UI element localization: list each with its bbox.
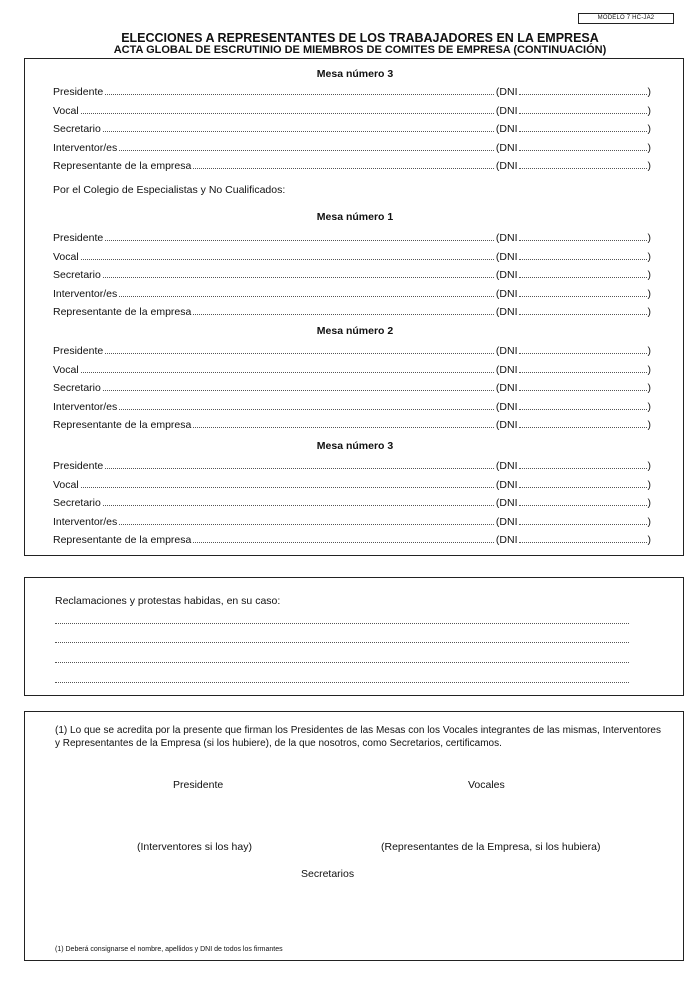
role-label: Vocal [53, 478, 79, 491]
secretarios-signature-label: Secretarios [301, 868, 355, 880]
dni-field[interactable] [519, 141, 647, 151]
dni-field[interactable] [519, 344, 647, 354]
dni-field[interactable] [519, 287, 647, 297]
name-field[interactable] [193, 305, 494, 315]
role-label: Presidente [53, 86, 104, 98]
name-field[interactable] [193, 418, 494, 428]
dni-label: (DNI [495, 160, 518, 172]
dni-field[interactable] [519, 159, 647, 169]
role-label: Interventor/es [53, 515, 118, 528]
dni-label: (DNI [495, 460, 518, 472]
close-paren: ) [647, 345, 651, 357]
mesa-1-title: Mesa número 1 [316, 211, 394, 223]
dni-label: (DNI [495, 86, 518, 98]
close-paren: ) [647, 287, 651, 300]
mesa-2-row [53, 400, 651, 414]
close-paren: ) [647, 515, 651, 528]
close-paren: ) [647, 400, 651, 413]
mesa-a-row [53, 159, 651, 173]
dni-label: (DNI [495, 400, 518, 413]
close-paren: ) [647, 382, 651, 394]
close-paren: ) [647, 86, 651, 98]
dni-field[interactable] [519, 400, 647, 410]
dni-label: (DNI [495, 382, 518, 394]
dni-label: (DNI [495, 345, 518, 357]
dni-field[interactable] [519, 85, 647, 95]
close-paren: ) [647, 306, 651, 318]
name-field[interactable] [119, 400, 494, 410]
dni-label: (DNI [495, 534, 518, 546]
dni-field[interactable] [519, 122, 647, 132]
dni-label: (DNI [495, 515, 518, 528]
dni-field[interactable] [519, 478, 647, 488]
dni-field[interactable] [519, 363, 647, 373]
form-subtitle: ACTA GLOBAL DE ESCRUTINIO DE MIEMBROS DE COMITES DE EMPRESA (CONTINUACIÓN) [113, 44, 607, 56]
dni-label: (DNI [495, 306, 518, 318]
dni-field[interactable] [519, 459, 647, 469]
mesa-1-row [53, 305, 651, 319]
name-field[interactable] [103, 268, 494, 278]
close-paren: ) [647, 269, 651, 281]
dni-field[interactable] [519, 533, 647, 543]
role-label: Representante de la empresa [53, 306, 192, 318]
dni-field[interactable] [519, 231, 647, 241]
dni-label: (DNI [495, 497, 518, 509]
mesa-a-row [53, 85, 651, 99]
mesa-1-row [53, 231, 651, 245]
reclamaciones-section [24, 577, 684, 696]
close-paren: ) [647, 104, 651, 117]
mesa-1-row [53, 268, 651, 282]
reclamaciones-line[interactable] [55, 641, 629, 643]
name-field[interactable] [105, 344, 494, 354]
close-paren: ) [647, 123, 651, 135]
close-paren: ) [647, 534, 651, 546]
dni-label: (DNI [495, 250, 518, 263]
reclamaciones-line[interactable] [55, 681, 629, 683]
dni-field[interactable] [519, 515, 647, 525]
interventores-signature-label: (Interventores si los hay) [137, 841, 252, 853]
role-label: Secretario [53, 269, 101, 281]
role-label: Interventor/es [53, 287, 118, 300]
role-label: Interventor/es [53, 141, 118, 154]
close-paren: ) [647, 250, 651, 263]
name-field[interactable] [193, 533, 494, 543]
dni-label: (DNI [495, 363, 518, 376]
role-label: Interventor/es [53, 400, 118, 413]
mesas-section [24, 58, 684, 556]
dni-field[interactable] [519, 418, 647, 428]
mesa-2-title: Mesa número 2 [316, 325, 394, 337]
name-field[interactable] [119, 141, 494, 151]
mesa-a-row [53, 104, 651, 118]
name-field[interactable] [119, 287, 494, 297]
role-label: Secretario [53, 382, 101, 394]
mesa-2-row [53, 363, 651, 377]
reclamaciones-label: Reclamaciones y protestas habidas, en su caso: [55, 595, 281, 607]
role-label: Representante de la empresa [53, 419, 192, 431]
name-field[interactable] [103, 381, 494, 391]
name-field[interactable] [105, 459, 494, 469]
mesa-1-row [53, 250, 651, 264]
role-label: Vocal [53, 250, 79, 263]
dni-label: (DNI [495, 123, 518, 135]
mesa-3-row [53, 459, 651, 473]
colegio-label: Por el Colegio de Especialistas y No Cualificados: [53, 184, 286, 196]
certification-text: (1) Lo que se acredita por la presente que firman los Presidentes de las Mesas con los Vocales integrantes de las mismas, Interventores y Representantes de la Empresa (si los hubiere), de la que nosotros, como Secretarios, certificamos. [55, 725, 661, 749]
dni-field[interactable] [519, 305, 647, 315]
mesa-3-title: Mesa número 3 [316, 440, 394, 452]
mesa-a-row [53, 122, 651, 136]
dni-label: (DNI [495, 232, 518, 244]
vocales-signature-label: Vocales [468, 779, 505, 791]
role-label: Vocal [53, 104, 79, 117]
representantes-signature-label: (Representantes de la Empresa, si los hubiera) [381, 841, 601, 853]
role-label: Secretario [53, 497, 101, 509]
dni-field[interactable] [519, 496, 647, 506]
name-field[interactable] [81, 104, 494, 114]
role-label: Presidente [53, 460, 104, 472]
form-title: ELECCIONES A REPRESENTANTES DE LOS TRABAJADORES EN LA EMPRESA [121, 31, 599, 45]
name-field[interactable] [81, 363, 494, 373]
name-field[interactable] [105, 231, 494, 241]
dni-field[interactable] [519, 381, 647, 391]
role-label: Representante de la empresa [53, 534, 192, 546]
close-paren: ) [647, 478, 651, 491]
dni-field[interactable] [519, 250, 647, 260]
close-paren: ) [647, 497, 651, 509]
mesa-3-row [53, 496, 651, 510]
mesa-a-title: Mesa número 3 [316, 68, 394, 80]
mesa-2-row [53, 344, 651, 358]
mesa-1-row [53, 287, 651, 301]
footnote: (1) Deberá consignarse el nombre, apellidos y DNI de todos los firmantes [55, 946, 283, 953]
dni-label: (DNI [495, 419, 518, 431]
mesa-a-row [53, 141, 651, 155]
name-field[interactable] [81, 250, 494, 260]
mesa-3-row [53, 478, 651, 492]
dni-field[interactable] [519, 268, 647, 278]
close-paren: ) [647, 232, 651, 244]
close-paren: ) [647, 141, 651, 154]
model-label: MODELO 7 HC-JA2 [578, 13, 674, 24]
dni-label: (DNI [495, 287, 518, 300]
firmas-section [24, 711, 684, 961]
close-paren: ) [647, 363, 651, 376]
dni-label: (DNI [495, 104, 518, 117]
mesa-2-row [53, 381, 651, 395]
dni-field[interactable] [519, 104, 647, 114]
name-field[interactable] [103, 496, 494, 506]
close-paren: ) [647, 460, 651, 472]
name-field[interactable] [193, 159, 494, 169]
mesa-3-row [53, 515, 651, 529]
name-field[interactable] [103, 122, 494, 132]
reclamaciones-line[interactable] [55, 661, 629, 663]
reclamaciones-line[interactable] [55, 622, 629, 624]
role-label: Presidente [53, 232, 104, 244]
dni-label: (DNI [495, 269, 518, 281]
close-paren: ) [647, 160, 651, 172]
presidente-signature-label: Presidente [173, 779, 224, 791]
role-label: Representante de la empresa [53, 160, 192, 172]
mesa-2-row [53, 418, 651, 432]
role-label: Presidente [53, 345, 104, 357]
name-field[interactable] [105, 85, 494, 95]
dni-label: (DNI [495, 141, 518, 154]
close-paren: ) [647, 419, 651, 431]
role-label: Secretario [53, 123, 101, 135]
dni-label: (DNI [495, 478, 518, 491]
name-field[interactable] [81, 478, 494, 488]
mesa-3-row [53, 533, 651, 547]
role-label: Vocal [53, 363, 79, 376]
name-field[interactable] [119, 515, 494, 525]
